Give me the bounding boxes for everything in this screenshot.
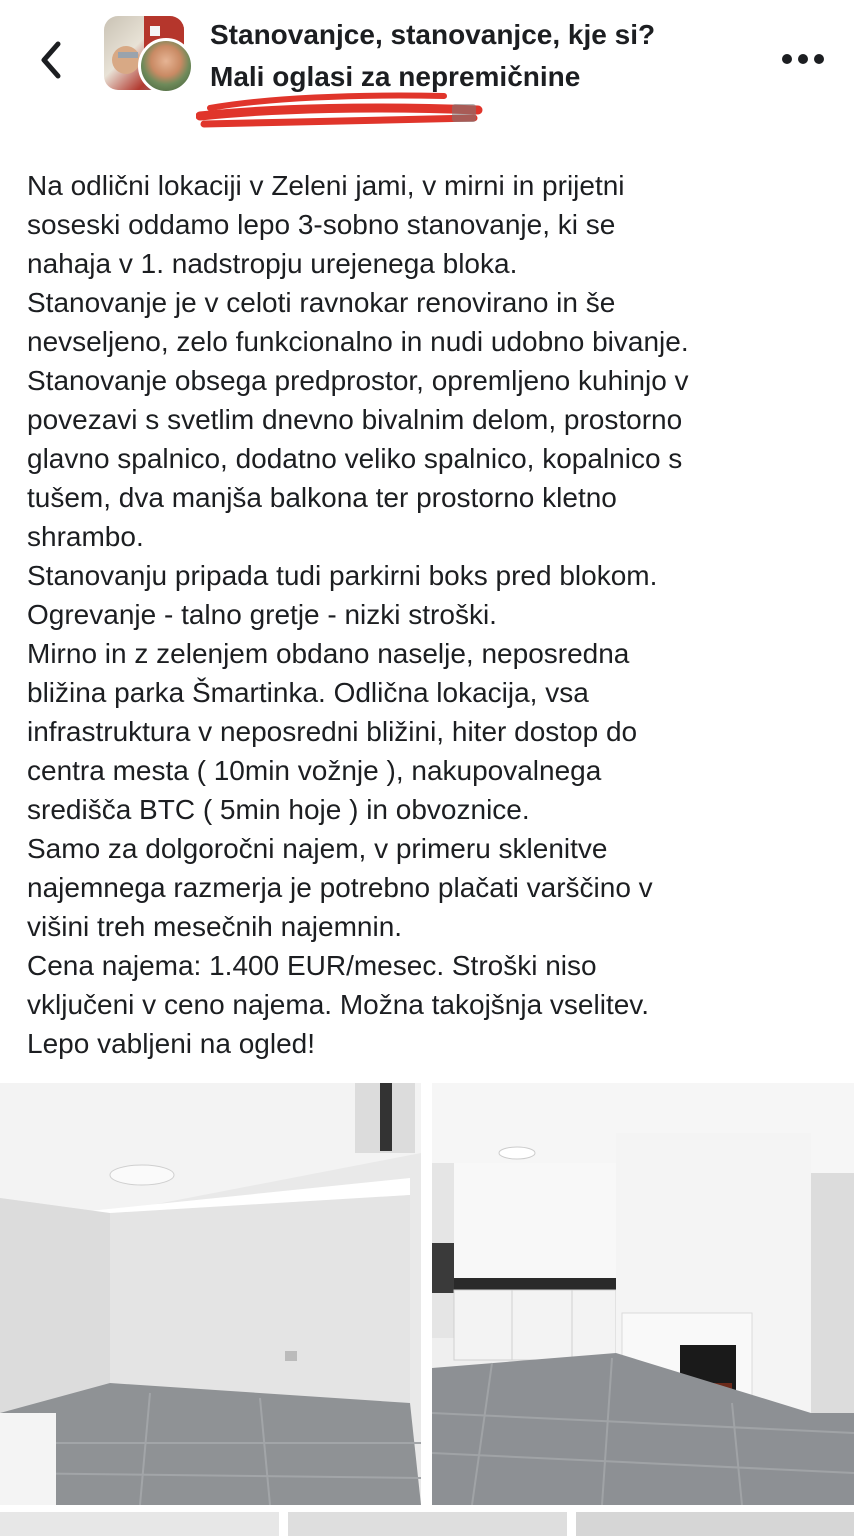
post-photo-thumbnail[interactable] <box>0 1512 279 1536</box>
user-avatar <box>138 38 194 94</box>
chevron-left-icon <box>34 38 74 82</box>
post-body-text: Na odlični lokaciji v Zeleni jami, v mirni in prijetni soseski oddamo lepo 3-sobno stanovanje, ki se nahaja v 1. nadstropju urejenega bloka. Stanovanje je v celoti ravnokar renovirano in še nevseljeno, zelo funkcionalno in nudi udobno bivanje. Stanovanje obsega predprostor, opremljeno kuhinjo v povezavi s svetlim dnevno bivalnim delom, prostorno glavno spalnico, dodatno veliko spalnico, kopalnico s tušem, dva manjša balkona ter prostorno kletno shrambo. Stanovanju pripada tudi parkirni boks pred blokom. Ogrevanje - talno gretje - nizki stroški. Mirno in z zelenjem obdano naselje, neposredna bližina parka Šmartinka. Odlična lokacija, vsa infrastruktura v neposredni bližini, hiter dostop do centra mesta ( 10min vožnje ), nakupovalnega središča BTC ( 5min hoje ) in obvoznice. Samo za dolgoročni najem, v primeru sklenitve najemnega razmerja je potrebno plačati varščino v višini treh mesečnih najemnin. Cena najema: 1.400 EUR/mesec. Stroški niso vključeni v ceno najema. Možna takojšnja vselitev. Lepo vabljeni na ogled! <box>27 170 689 1059</box>
post-photo-living-room[interactable] <box>0 1083 421 1505</box>
more-horizontal-icon <box>778 44 828 74</box>
group-avatar[interactable] <box>104 16 194 92</box>
redaction-scribble <box>196 86 486 132</box>
more-options-button[interactable] <box>778 44 828 74</box>
post-photo-thumbnail[interactable] <box>576 1512 854 1536</box>
back-button[interactable] <box>34 38 74 82</box>
group-subtitle[interactable]: Mali oglasi za nepremičnine <box>210 61 581 92</box>
post-header <box>0 0 854 140</box>
group-name[interactable]: Stanovanjce, stanovanjce, kje si? <box>210 19 656 50</box>
post-photo-kitchen[interactable] <box>432 1083 854 1505</box>
post-photo-thumbnail[interactable] <box>288 1512 567 1536</box>
